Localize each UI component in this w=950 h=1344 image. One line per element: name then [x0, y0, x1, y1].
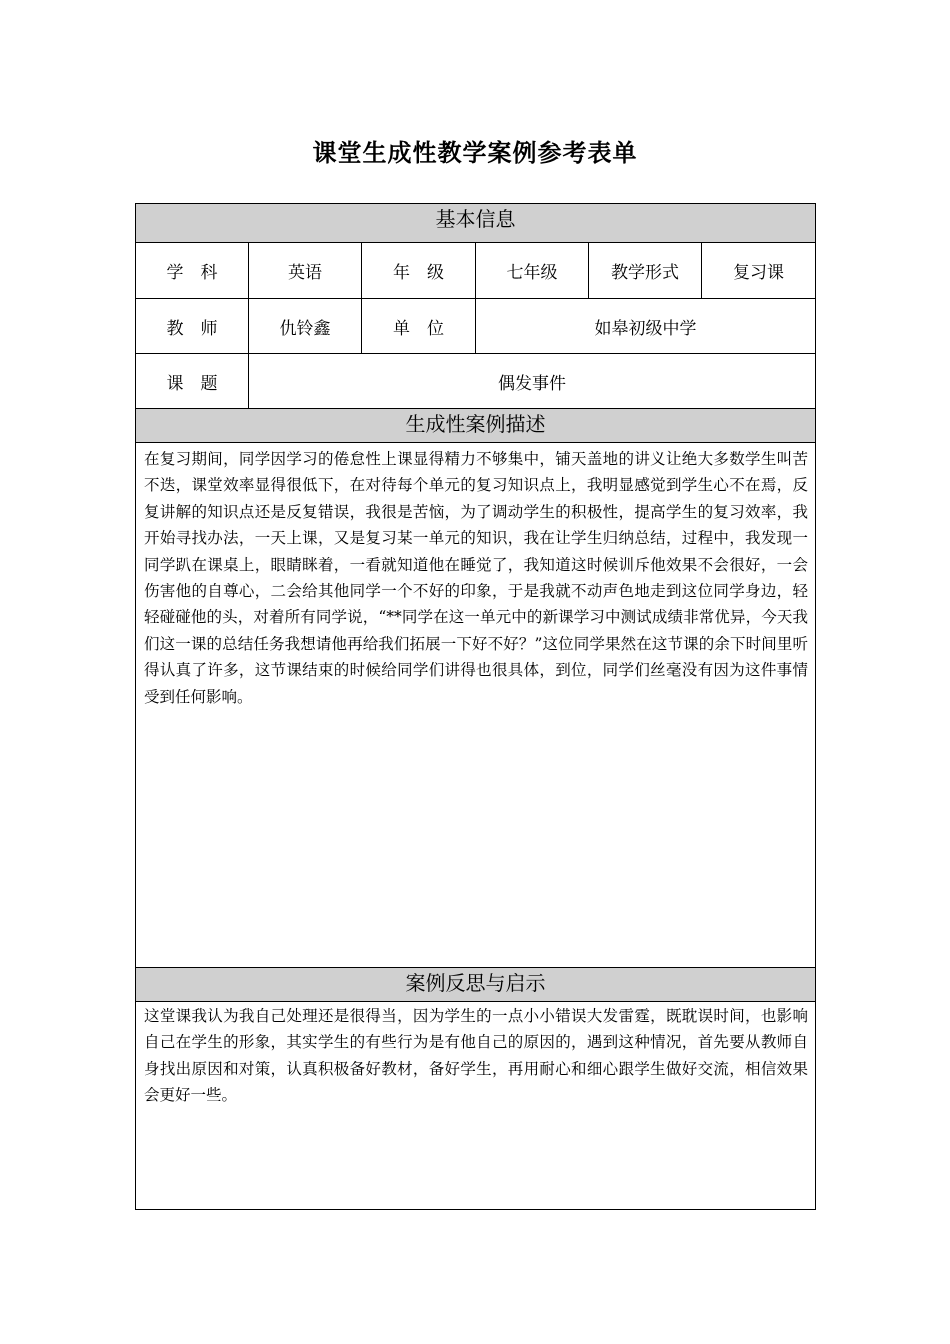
basic-info-header: 基本信息 — [136, 204, 815, 243]
page-title: 课堂生成性教学案例参考表单 — [312, 139, 638, 167]
grade-label: 年 级 — [362, 243, 476, 298]
reflection-text: 这堂课我认为我自己处理还是很得当，因为学生的一点小小错误大发雷霆，既耽误时间，也影响自己在学生的形象，其实学生的有些行为是有他自己的原因的，遇到这种情况，首先要从教师自身找出原因和对策，认真积极备好教材，备好学生，再用耐心和细心跟学生做好交流，相信效果会更好一些。 — [144, 1007, 808, 1105]
subject-value: 英语 — [249, 243, 362, 298]
case-description-text: 在复习期间，同学因学习的倦怠性上课显得精力不够集中，铺天盖地的讲义让绝大多数学生叫苦不迭，课堂效率显得很低下，在对待每个单元的复习知识点上，我明显感觉到学生心不在焉，反复讲解的知识点还是反复错误，我很是苦恼，为了调动学生的积极性，提高学生的复习效率，我开始寻找办法，一天上课，又是复习某一单元的知识，我在让学生归纳总结，过程中，我发现一同学趴在课桌上，眼睛眯着，一看就知道他在睡觉了，我知道这时候训斥他效果不会很好，一会伤害他的自尊心，二会给其他同学一个不好的印象，于是我就不动声色地走到这位同学身边，轻轻碰碰他的头，对着所有同学说，“**同学在这一单元中的新课学习中测试成绩非常优异，今天我们这一课的总结任务我想请他再给我们拓展一下好不好？”这位同学果然在这节课的余下时间里听得认真了许多，这节课结束的时候给同学们讲得也很具体，到位，同学们丝毫没有因为这件事情受到任何影响。 — [144, 450, 808, 706]
topic-row — [136, 354, 815, 409]
unit-value: 如皋初级中学 — [594, 318, 697, 339]
unit-label: 单 位 — [362, 299, 476, 353]
subject-label: 学 科 — [136, 243, 249, 298]
grade-value: 七年级 — [476, 243, 589, 298]
subject-row — [136, 243, 815, 299]
teaching-form-label: 教学形式 — [589, 243, 702, 298]
teacher-label: 教 师 — [136, 299, 249, 353]
topic-label: 课 题 — [136, 354, 249, 408]
case-form — [135, 203, 816, 1210]
teacher-value: 仇铃鑫 — [249, 299, 362, 353]
teaching-form-value: 复习课 — [733, 263, 784, 283]
reflection-header: 案例反思与启示 — [136, 967, 815, 1002]
teacher-row — [136, 299, 815, 354]
case-description-header: 生成性案例描述 — [136, 409, 815, 443]
topic-value: 偶发事件 — [498, 373, 566, 394]
